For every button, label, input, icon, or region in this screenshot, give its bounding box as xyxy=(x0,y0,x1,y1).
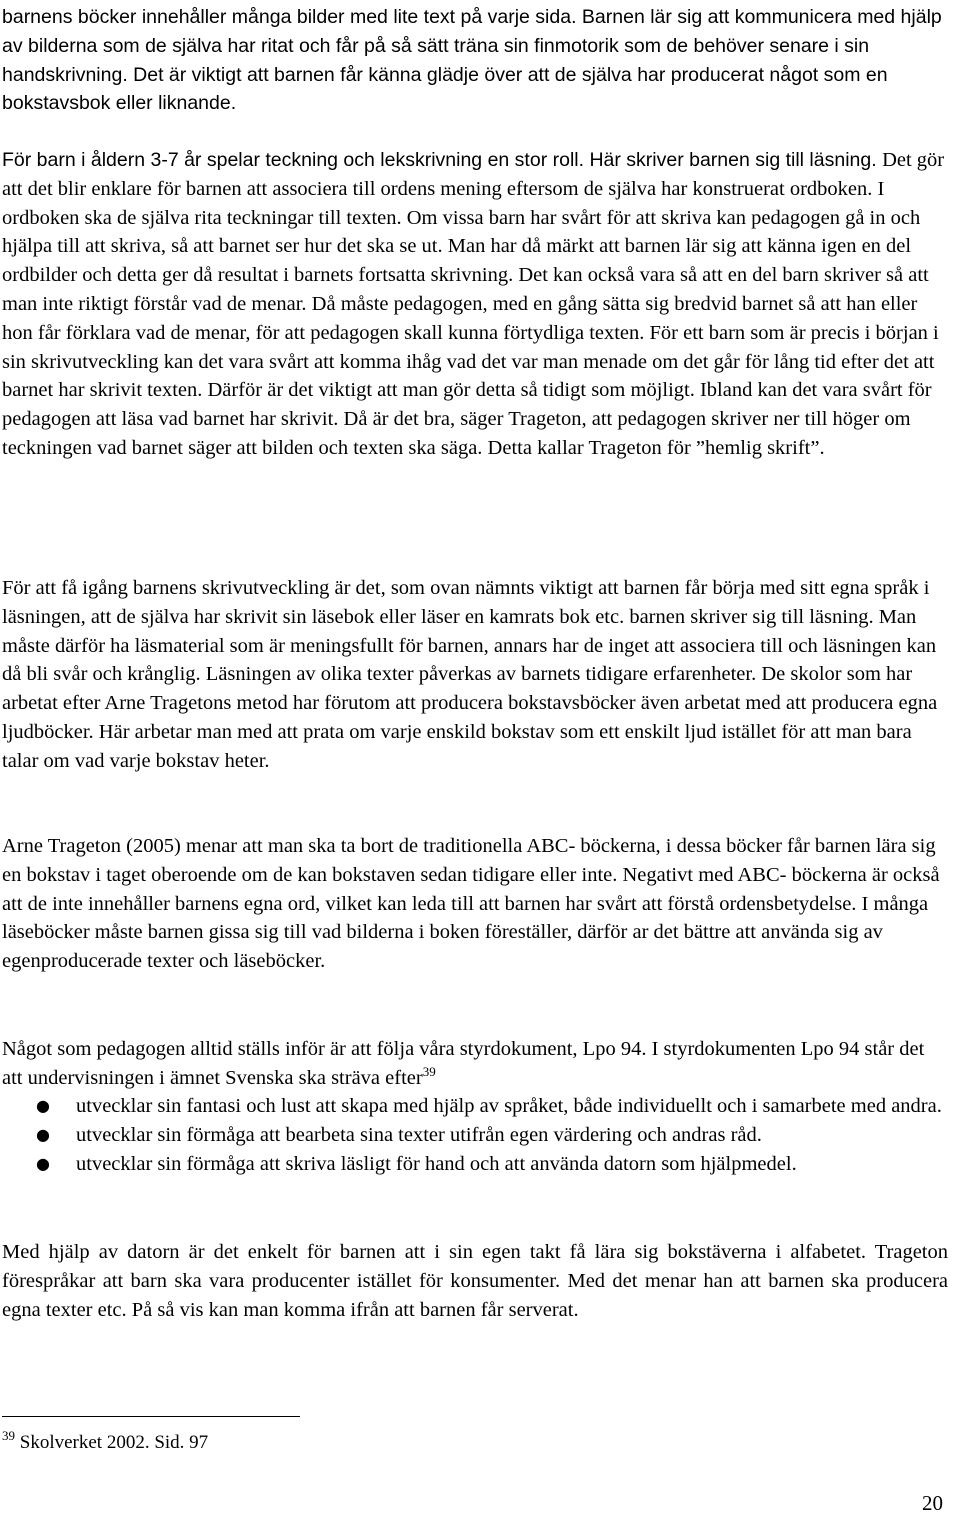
list-item xyxy=(0,1121,958,1150)
list-item xyxy=(0,1150,958,1179)
paragraph-abc-books: Arne Trageton (2005) menar att man ska ta bort de traditionella ABC- böckerna, i dessa böcker får barnen lära sig en bokstav i taget oberoende om de kan bokstaven sedan tidigare eller inte. Negativt med ABC- böckerna är också att de inte innehåller barnens egna ord, vilket kan leda till att barnen har svårt att förstå ordensbetydelse. I många läseböcker måste barnen gissa sig till vad bilderna i boken föreställer, därför ar det bättre att använda sig av egenproducerade texter och läseböcker. xyxy=(2,835,940,973)
list-item xyxy=(0,1092,958,1121)
footnote-number: 39 xyxy=(2,1428,15,1443)
goals-bullet-list xyxy=(0,1092,960,1178)
list-item-text: utvecklar sin förmåga att skriva läsligt för hand och att använda datorn som hjälpmedel. xyxy=(76,1152,797,1175)
paragraph-lekskrivning-text xyxy=(2,149,944,459)
bullet-icon: ● xyxy=(36,1124,50,1144)
paragraph-sans-intro: barnens böcker innehåller många bilder med lite text på varje sida. Barnen lär sig att kommunicera med hjälp av bilderna som de själva har ritat och får på så sätt träna sin finmotorik som de behöver senare i sin handskrivning. Det är viktigt att barnen får känna glädje över att de själva har producerat något som en bokstavsbok eller liknande. xyxy=(2,6,942,115)
list-item-text: utvecklar sin förmåga att bearbeta sina texter utifrån egen värdering och andras råd. xyxy=(76,1123,762,1146)
paragraph-lekskrivning xyxy=(2,146,948,463)
paragraph-datorn: Med hjälp av datorn är det enkelt för barnen att i sin egen takt få lära sig bokstäverna i alfabetet. Trageton förespråkar att barn ska vara producenter istället för konsumenter. Med det menar han att barnen ska producera egna texter etc. På så vis kan man komma ifrån att barnen får serverat. xyxy=(2,1241,948,1321)
paragraph-lekskrivning-serif-part: Det gör att det blir enklare för barnen att associera till ordens mening eftersom de själva har konstruerat ordboken. I ordboken ska de själva rita teckningar till texten. Om vissa barn har svårt för att skriva kan pedagogen gå in och hjälpa till att skriva, så att barnet ser hur det ska se ut. Man har då märkt att barnen lär sig att känna igen en del ordbilder och detta ger då resultat i barnets fortsatta skrivning. Det kan också vara så att en del barn skriver så att man inte riktigt förstår vad de menar. Då måste pedagogen, med en gång sätta sig bredvid barnet så att han eller hon får förklara vad de menar, för att pedagogen skall kunna förtydliga texten. För ett barn som är precis i början i sin skrivutveckling kan det vara svårt att komma ihåg vad det var man menade om det går för lång tid efter det att barnet har skrivit texten. Därför är det viktigt att man gör detta så tidigt som möjligt. Ibland kan det vara svårt för pedagogen att läsa vad barnet har skrivit. Då är det bra, säger Trageton, att pedagogen skriver ner till höger om teckningen vad barnet säger att bilden och texten ska säga. Detta kallar Trageton för ”hemlig skrift”. xyxy=(2,149,945,459)
footnote xyxy=(2,1430,208,1456)
footnote-divider xyxy=(2,1416,300,1417)
footnote-reference[interactable]: 39 xyxy=(422,1063,436,1079)
bullet-icon: ● xyxy=(36,1153,50,1173)
paragraph-styrdokument xyxy=(2,1035,948,1093)
bullet-icon: ● xyxy=(36,1096,50,1115)
list-item-text: utvecklar sin fantasi och lust att skapa med hjälp av språket, både individuellt och i samarbete med andra. xyxy=(76,1095,942,1117)
page-number: 20 xyxy=(922,1491,943,1515)
paragraph-skrivutveckling: För att få igång barnens skrivutveckling är det, som ovan nämnts viktigt att barnen får börja med sitt egna språk i läsningen, att de själva har skrivit sin läsebok eller läser en kamrats bok etc. barnen skriver sig till läsning. Man måste därför ha läsmaterial som är meningsfullt för barnen, annars har de inget att associera till och läsningen kan då bli svår och krånglig. Läsningen av olika texter påverkas av barnets tidigare erfarenheter. De skolor som har arbetat efter Arne Tragetons metod har förutom att producera bokstavsböcker även arbetat med att producera egna ljudböcker. Här arbetar man med att prata om varje enskild bokstav som ett enskilt ljud istället för att man bara talar om vad varje bokstav heter. xyxy=(2,577,938,772)
paragraph-lekskrivning-sans-part: För barn i åldern 3-7 år spelar teckning och lekskrivning en stor roll. Här skriver barnen sig till läsning. xyxy=(2,149,883,171)
footnote-text: Skolverket 2002. Sid. 97 xyxy=(15,1432,209,1453)
paragraph-styrdokument-text: Något som pedagogen alltid ställs inför är att följa våra styrdokument, Lpo 94. I styrdokumenten Lpo 94 står det att undervisningen i ämnet Svenska ska sträva efter xyxy=(2,1038,925,1089)
